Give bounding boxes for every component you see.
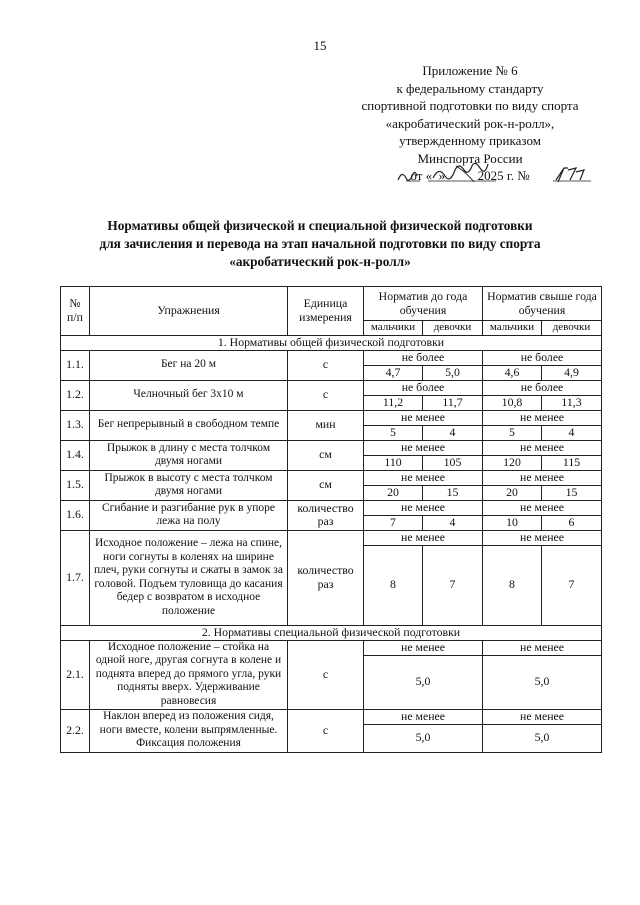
value-cell: 4,9 <box>542 365 602 380</box>
header-girls: девочки <box>423 321 483 336</box>
unit: с <box>288 350 364 380</box>
header-boys: мальчики <box>364 321 423 336</box>
value-cell: 11,7 <box>423 395 483 410</box>
condition: не более <box>483 350 602 365</box>
value-cell: 4 <box>423 515 483 530</box>
row-num: 1.5. <box>61 470 90 500</box>
title-line: «акробатический рок-н-ролл» <box>229 254 411 269</box>
value-cell: 4 <box>423 425 483 440</box>
norms-table <box>60 286 602 753</box>
unit: см <box>288 440 364 470</box>
value-cell: 10,8 <box>483 395 542 410</box>
value-cell: 11,2 <box>364 395 423 410</box>
value-cell: 7 <box>364 515 423 530</box>
row-num: 1.6. <box>61 500 90 530</box>
appendix-line: спортивной подготовки по виду спорта <box>361 98 579 113</box>
value-cell: 7 <box>423 545 483 625</box>
unit: количество раз <box>288 530 364 625</box>
value-cell: 8 <box>483 545 542 625</box>
condition: не менее <box>364 440 483 455</box>
appendix-line: Минспорта России <box>417 150 523 166</box>
appendix-line: утвержденному приказом <box>399 133 541 148</box>
value-cell: 5,0 <box>364 655 483 709</box>
row-num: 2.1. <box>61 640 90 709</box>
header-girls: девочки <box>542 321 602 336</box>
condition: не менее <box>483 470 602 485</box>
value-cell: 7 <box>542 545 602 625</box>
condition: не менее <box>364 500 483 515</box>
value-cell: 5 <box>364 425 423 440</box>
unit: с <box>288 640 364 709</box>
value-cell: 11,3 <box>542 395 602 410</box>
section-1-header: 1. Нормативы общей физической подготовки <box>61 335 602 350</box>
condition: не менее <box>364 410 483 425</box>
unit: с <box>288 709 364 752</box>
value-cell: 5,0 <box>423 365 483 380</box>
exercise-name: Прыжок в длину с места толчком двумя ногами <box>90 440 288 470</box>
header-num: № п/п <box>61 287 90 336</box>
value-cell: 20 <box>483 485 542 500</box>
appendix-line: Приложение № 6 <box>422 63 518 78</box>
value-cell: 105 <box>423 455 483 470</box>
condition: не более <box>483 380 602 395</box>
appendix-block <box>325 62 615 185</box>
value-cell: 4,6 <box>483 365 542 380</box>
value-cell: 20 <box>364 485 423 500</box>
exercise-name: Исходное положение – стойка на одной ноге, другая согнута в колене и поднята вперед до прямого угла, руки подняты вверх. Удерживание равновесия <box>90 640 288 709</box>
exercise-name: Исходное положение – лежа на спине, ноги согнуты в коленях на ширине плеч, руки согнуты и сжаты в замок за головой. Подъем туловища до касания бедер с возвратом в исходное положение <box>90 530 288 625</box>
condition: не менее <box>483 410 602 425</box>
value-cell: 4,7 <box>364 365 423 380</box>
appendix-line: «акробатический рок-н-ролл», <box>385 115 555 131</box>
unit: количество раз <box>288 500 364 530</box>
unit: с <box>288 380 364 410</box>
condition: не менее <box>483 709 602 724</box>
condition: не менее <box>364 470 483 485</box>
value-cell: 120 <box>483 455 542 470</box>
appendix-line: к федеральному стандарту <box>396 80 544 96</box>
value-cell: 10 <box>483 515 542 530</box>
appendix-date-line: от « » 2025 г. № <box>410 168 530 183</box>
condition: не менее <box>364 709 483 724</box>
condition: не менее <box>364 640 483 655</box>
exercise-name: Сгибание и разгибание рук в упоре лежа на полу <box>90 500 288 530</box>
title-line: для зачисления и перевода на этап начальной подготовки по виду спорта <box>99 236 541 251</box>
exercise-name: Челночный бег 3х10 м <box>90 380 288 410</box>
document-title <box>40 217 600 271</box>
value-cell: 8 <box>364 545 423 625</box>
condition: не менее <box>364 530 483 545</box>
row-num: 1.7. <box>61 530 90 625</box>
row-num: 1.3. <box>61 410 90 440</box>
header-norm-year1: Норматив до года обучения <box>364 287 483 321</box>
exercise-name: Бег на 20 м <box>90 350 288 380</box>
exercise-name: Прыжок в высоту с места толчком двумя ногами <box>90 470 288 500</box>
value-cell: 115 <box>542 455 602 470</box>
value-cell: 15 <box>542 485 602 500</box>
condition: не более <box>364 350 483 365</box>
value-cell: 5 <box>483 425 542 440</box>
exercise-name: Наклон вперед из положения сидя, ноги вместе, колени выпрямленные. Фиксация положения <box>90 709 288 752</box>
exercise-name: Бег непрерывный в свободном темпе <box>90 410 288 440</box>
row-num: 1.2. <box>61 380 90 410</box>
section-2-header: 2. Нормативы специальной физической подготовки <box>61 625 602 640</box>
value-cell: 5,0 <box>483 655 602 709</box>
condition: не менее <box>483 440 602 455</box>
condition: не менее <box>483 530 602 545</box>
header-norm-year2: Норматив свыше года обучения <box>483 287 602 321</box>
condition: не более <box>364 380 483 395</box>
header-boys: мальчики <box>483 321 542 336</box>
value-cell: 6 <box>542 515 602 530</box>
condition: не менее <box>483 640 602 655</box>
row-num: 1.1. <box>61 350 90 380</box>
value-cell: 5,0 <box>364 724 483 752</box>
value-cell: 110 <box>364 455 423 470</box>
row-num: 2.2. <box>61 709 90 752</box>
row-num: 1.4. <box>61 440 90 470</box>
unit: см <box>288 470 364 500</box>
value-cell: 5,0 <box>483 724 602 752</box>
page-number: 15 <box>313 38 327 53</box>
value-cell: 4 <box>542 425 602 440</box>
unit: мин <box>288 410 364 440</box>
header-exercise: Упражнения <box>90 287 288 336</box>
title-line: Нормативы общей физической и специальной физической подготовки <box>107 218 533 233</box>
condition: не менее <box>483 500 602 515</box>
value-cell: 15 <box>423 485 483 500</box>
header-unit: Единица измерения <box>288 287 364 336</box>
